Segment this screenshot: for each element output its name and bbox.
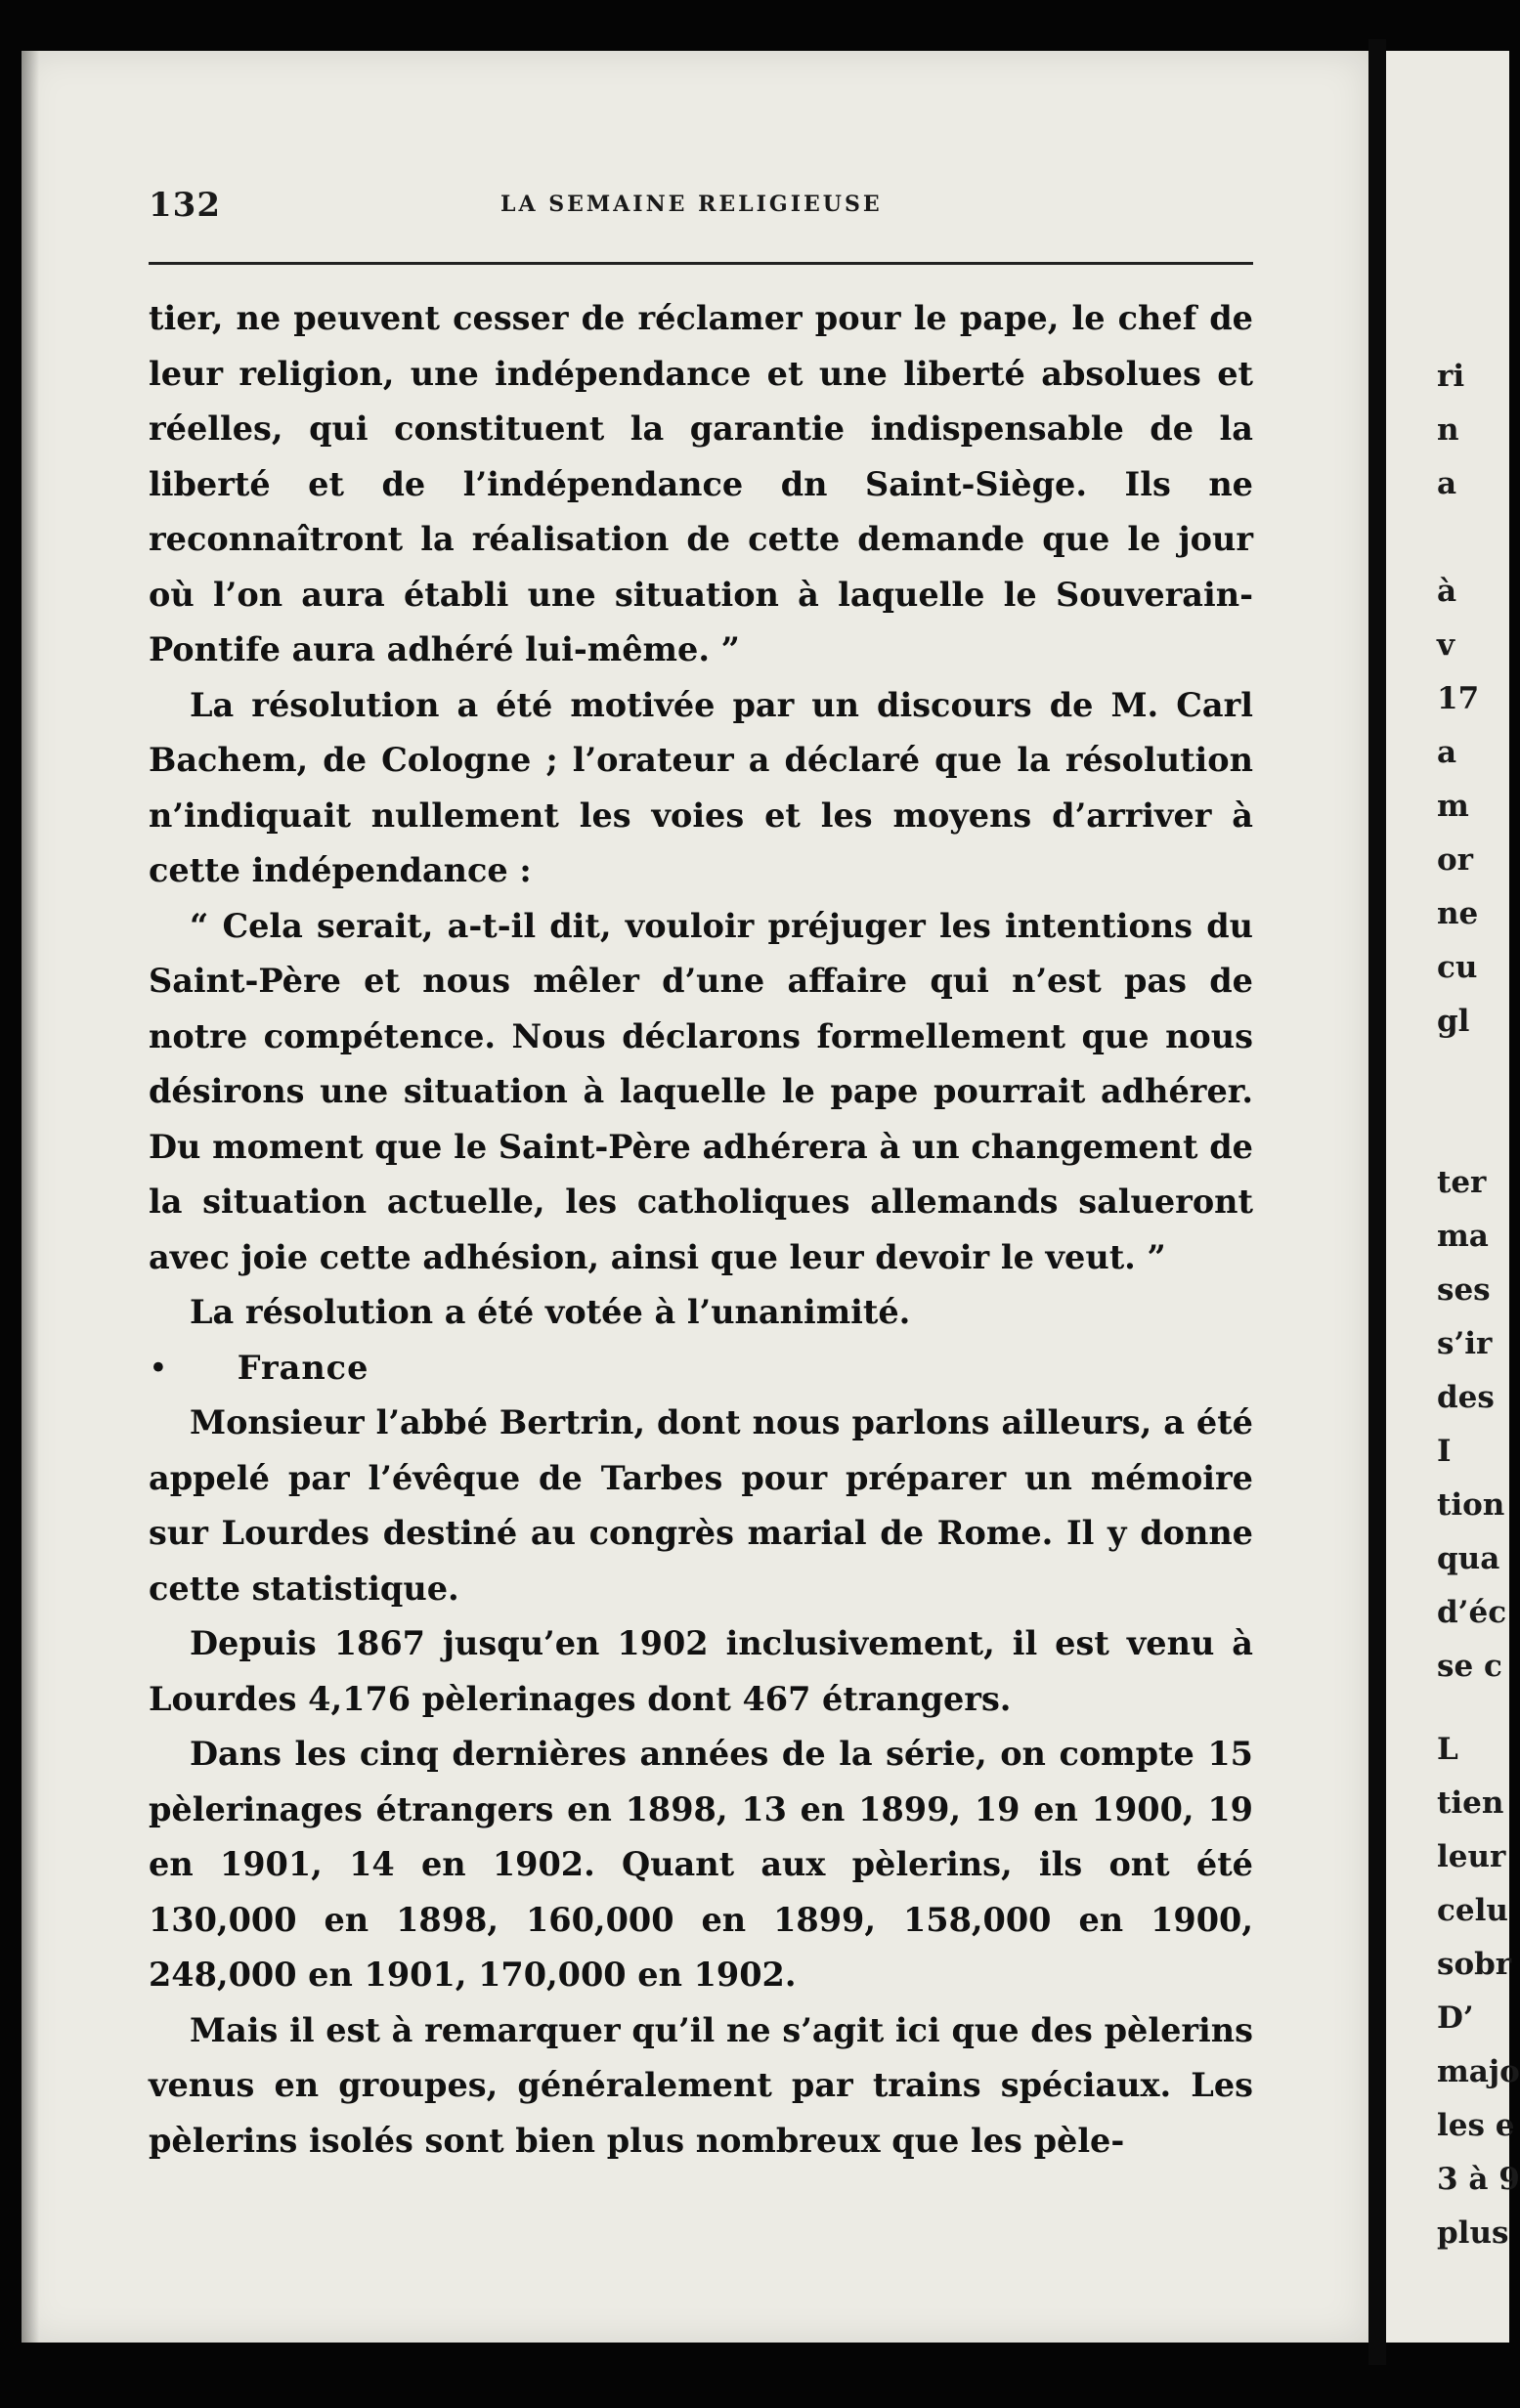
section-heading-france xyxy=(149,1341,1253,1397)
facing-page-fragment: cu xyxy=(1437,950,1478,985)
facing-page-fragment: ter xyxy=(1437,1165,1487,1200)
facing-page-fragment: tien xyxy=(1437,1785,1504,1821)
facing-page-fragment: qua xyxy=(1437,1541,1500,1576)
facing-page-fragment: des xyxy=(1437,1380,1495,1415)
main-text xyxy=(149,291,1253,2169)
facing-page-fragment: s’ir xyxy=(1437,1326,1493,1361)
paragraph: Monsieur l’abbé Bertrin, dont nous parlons ailleurs, a été appelé par l’évêque de Tarbes pour préparer un mémoire sur Lourdes destiné au congrès marial de Rome. Il y donne cette statistique. xyxy=(149,1403,1253,1608)
facing-page-fragment: n xyxy=(1437,412,1459,448)
facing-page-fragment: les e xyxy=(1437,2108,1515,2143)
bullet-mark: • xyxy=(149,1348,169,1387)
facing-page-fragment: D’ xyxy=(1437,2000,1474,2036)
paragraph: La résolution a été votée à l’unanimité. xyxy=(190,1293,911,1331)
paragraph: tier, ne peuvent cesser de réclamer pour le pape, le chef de leur religion, une indépendance et une liberté absolues et réelles, qui constituent la garantie indispensable de la liberté et de l’indépendance dn Saint-Siège. Ils ne reconnaîtront la réalisation de cette demande que le jour où l’on aura établi une situation à laquelle le Souverain-Pontife aura adhéré lui-même. ” xyxy=(149,299,1253,668)
facing-page-fragment: majo xyxy=(1437,2054,1520,2089)
facing-page-fragment: celu xyxy=(1437,1893,1508,1928)
facing-page-fragment: à xyxy=(1437,574,1457,609)
page-gutter xyxy=(1368,39,1386,2365)
facing-page-fragment: or xyxy=(1437,842,1474,878)
facing-page-fragment: I xyxy=(1437,1434,1452,1469)
paragraph: Dans les cinq dernières années de la série, on compte 15 pèlerinages étrangers en 1898, 13 en 1899, 19 en 1900, 19 en 1901, 14 en 1902. Quant aux pèlerins, ils ont été 130,000 en 1898, 160,000 en 1899, 158,000 en 1900, 248,000 en 1901, 170,000 en 1902. xyxy=(149,1735,1253,1994)
facing-page-fragment: leur xyxy=(1437,1839,1506,1874)
facing-page-fragment: v xyxy=(1437,627,1455,663)
facing-page-fragment: ma xyxy=(1437,1219,1489,1254)
facing-page-fragment: L xyxy=(1437,1732,1458,1767)
facing-page-fragment: ses xyxy=(1437,1272,1491,1308)
running-title: LA SEMAINE RELIGIEUSE xyxy=(500,192,883,217)
paragraph: Depuis 1867 jusqu’en 1902 inclusivement, il est venu à Lourdes 4,176 pèlerinages dont 467 étrangers. xyxy=(149,1624,1253,1718)
facing-page-fragment: sobr xyxy=(1437,1947,1512,1982)
facing-page-fragment: 17 xyxy=(1437,681,1480,716)
facing-page-fragment: gl xyxy=(1437,1004,1470,1039)
facing-page-fragment: m xyxy=(1437,789,1469,824)
facing-page-fragment: se c xyxy=(1437,1649,1502,1684)
paragraph: “ Cela serait, a-t-il dit, vouloir préjuger les intentions du Saint-Père et nous mêler d’une affaire qui n’est pas de notre compétence. Nous déclarons formellement que nous désirons une situation à laquelle le pape pourrait adhérer. Du moment que le Saint-Père adhérera à un changement de la situation actuelle, les catholiques allemands salueront avec joie cette adhésion, ainsi que leur devoir le veut. ” xyxy=(149,906,1253,1276)
facing-page xyxy=(1386,51,1520,2343)
page-edge-shadow xyxy=(22,51,39,2343)
paragraph: La résolution a été motivée par un discours de M. Carl Bachem, de Cologne ; l’orateur a déclaré que la résolution n’indiquait nullement les voies et les moyens d’arriver à cette indépendance : xyxy=(149,685,1253,889)
facing-page-fragment: plus xyxy=(1437,2215,1509,2251)
header-rule xyxy=(149,262,1253,265)
facing-page-fragment: ne xyxy=(1437,896,1479,931)
facing-page-fragment: ri xyxy=(1437,359,1465,394)
facing-page-fragment: a xyxy=(1437,466,1457,501)
facing-page-fragment: a xyxy=(1437,735,1457,770)
facing-page-fragment: d’éc xyxy=(1437,1595,1507,1630)
paragraph: Mais il est à remarquer qu’il ne s’agit ici que des pèlerins venus en groupes, généralement par trains spéciaux. Les pèlerins isolés sont bien plus nombreux que les pèle- xyxy=(149,2010,1253,2160)
facing-page-fragment: tion xyxy=(1437,1487,1505,1523)
page-number: 132 xyxy=(149,186,221,225)
section-heading-label: France xyxy=(237,1348,369,1387)
facing-page-fragment: 3 à 9 xyxy=(1437,2162,1520,2197)
